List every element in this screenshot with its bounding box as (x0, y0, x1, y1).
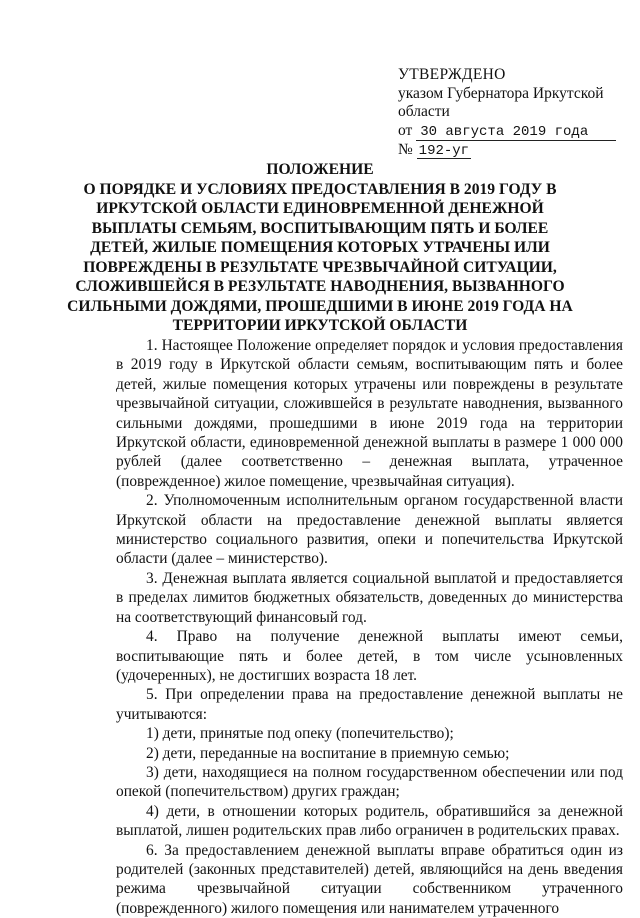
approval-date-prefix: от (398, 121, 413, 139)
paragraph-5-item-3: 3) дети, находящиеся на полном государственном обеспечении или под опекой (попечительством) других граждан; (116, 763, 623, 801)
approval-stamp (398, 66, 634, 159)
heading-line: СЛОЖИВШЕЙСЯ В РЕЗУЛЬТАТЕ НАВОДНЕНИЯ, ВЫЗВАННОГО (75, 278, 565, 295)
heading-line: СИЛЬНЫМИ ДОЖДЯМИ, ПРОШЕДШИМИ В ИЮНЕ 2019 ГОДА НА (67, 297, 573, 315)
document-title: ПОЛОЖЕНИЕ (266, 161, 374, 178)
paragraph-3: 3. Денежная выплата является социальной выплатой и предоставляется в пределах лимитов бюджетных обязательств, доведенных до министерства на соответствующий финансовый год. (116, 569, 623, 626)
approval-number-line (398, 141, 634, 160)
document-heading (0, 160, 640, 336)
paragraph-5-item-4: 4) дети, в отношении которых родитель, обратившийся за денежной выплатой, лишен родительских прав либо ограничен в родительских правах. (116, 802, 623, 840)
paragraph-6: 6. За предоставлением денежной выплаты вправе обратиться один из родителей (законных представителей) детей, являющийся на день введения режима чрезвычайной ситуации собственником утраченного (поврежденного) жилого помещения или нанимателем утраченного (116, 841, 623, 917)
heading-line: ВЫПЛАТЫ СЕМЬЯМ, ВОСПИТЫВАЮЩИМ ПЯТЬ И БОЛЕЕ (91, 219, 549, 237)
heading-line: ТЕРРИТОРИИ ИРКУТСКОЙ ОБЛАСТИ (172, 317, 468, 334)
heading-line: ИРКУТСКОЙ ОБЛАСТИ ЕДИНОВРЕМЕННОЙ ДЕНЕЖНОЙ (96, 200, 544, 217)
approval-title: УТВЕРЖДЕНО (398, 66, 506, 83)
paragraph-5-item-1: 1) дети, принятые под опеку (попечительство); (146, 725, 454, 743)
approval-authority-region: области (398, 103, 450, 120)
heading-line: ДЕТЕЙ, ЖИЛЫЕ ПОМЕЩЕНИЯ КОТОРЫХ УТРАЧЕНЫ ИЛИ (90, 239, 550, 256)
approval-date-line (398, 122, 634, 141)
paragraph-5: 5. При определении права на предоставление денежной выплаты не учитываются: (116, 686, 623, 723)
paragraph-1: 1. Настоящее Положение определяет порядок и условия предоставления в 2019 году в Иркутской области семьям, воспитывающим пять и более детей, жилые помещения которых утрачены или повреждены в результате чрезвычайной ситуации, сложившейся в результате наводнения, вызванного сильными дождями, прошедшими в июне 2019 года на территории Иркутской области, единовременной денежной выплаты в размере 1 000 000 рублей (далее соответственно – денежная выплата, утраченное (поврежденное) жилое помещение, чрезвычайная ситуация). (116, 337, 623, 490)
paragraph-2: 2. Уполномоченным исполнительным органом государственной власти Иркутской области на предоставление денежной выплаты является министерство социального развития, опеки и попечительства Иркутской области (далее – министерство). (116, 492, 623, 568)
document-body (116, 336, 623, 918)
approval-date-value: 30 августа 2019 года (416, 125, 616, 141)
heading-line: ПОВРЕЖДЕНЫ В РЕЗУЛЬТАТЕ ЧРЕЗВЫЧАЙНОЙ СИТУАЦИИ, (83, 258, 557, 276)
approval-authority-line: указом Губернатора Иркутской (398, 84, 604, 102)
paragraph-4: 4. Право на получение денежной выплаты имеют семьи, воспитывающие пять и более детей, в том числе усыновленных (удочеренных), не достигших возраста 18 лет. (116, 628, 623, 684)
approval-number-value: 192-уг (418, 142, 470, 159)
paragraph-5-item-2: 2) дети, переданные на воспитание в приемную семью; (146, 744, 510, 762)
approval-number-prefix: № (398, 140, 413, 158)
heading-line: О ПОРЯДКЕ И УСЛОВИЯХ ПРЕДОСТАВЛЕНИЯ В 2019 ГОДУ В (83, 180, 557, 198)
